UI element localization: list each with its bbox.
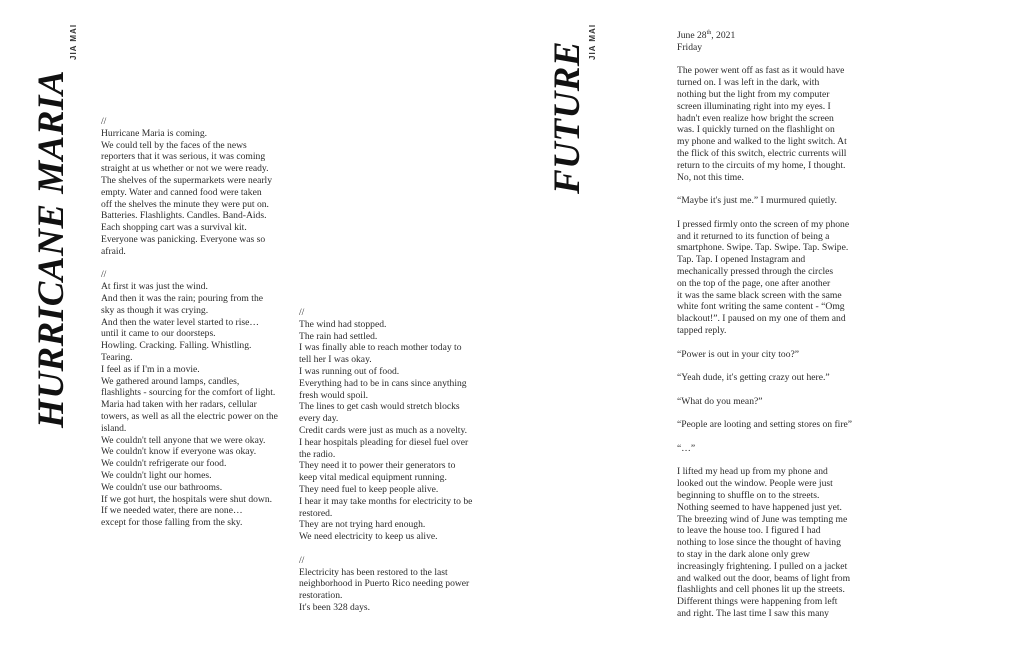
- text-line: mechanically pressed through the circles: [677, 265, 834, 277]
- text-line: We couldn't know if everyone was okay.: [101, 446, 257, 458]
- text-line: The lines to get cash would stretch blocks: [299, 401, 460, 413]
- story-column: [677, 30, 862, 620]
- text-line: fresh would spoil.: [299, 389, 369, 401]
- text-line: “Maybe it's just me.” I murmured quietly.: [677, 195, 837, 207]
- page-title-hurricane-maria: HURRICANE MARIA: [31, 69, 72, 428]
- text-line: white font writing the same content - “Omg: [677, 301, 845, 313]
- paragraph-gap: [677, 360, 862, 372]
- text-line: flashlights - sourcing for the comfort of light.: [101, 387, 276, 399]
- text-line: blackout!”. I paused on my one of them and: [677, 313, 846, 325]
- text-line: And then it was the rain; pouring from the: [101, 292, 263, 304]
- text-line: and right. The last time I saw this many: [677, 608, 829, 620]
- text-line: straight at us whether or not we were ready.: [101, 163, 269, 175]
- text-line: I pressed firmly onto the screen of my phone: [677, 218, 850, 230]
- text-line: I was running out of food.: [299, 365, 400, 377]
- text-line: towers, as well as all the electric power on the: [101, 410, 278, 422]
- paragraph-gap: [677, 431, 862, 443]
- text-line: every day.: [299, 413, 339, 425]
- text-line: my phone and walked to the light switch. At: [677, 136, 847, 148]
- text-line: Nothing seemed to have happened just yet.: [677, 501, 842, 513]
- text-line: They need it to power their generators to: [299, 460, 456, 472]
- text-line: Electricity has been restored to the last: [299, 566, 448, 578]
- text-line: The wind had stopped.: [299, 318, 387, 330]
- text-line: until it came to our doorsteps.: [101, 328, 216, 340]
- text-line: island.: [101, 422, 127, 434]
- text-line: nothing but the light from my computer: [677, 88, 830, 100]
- text-line: The shelves of the supermarkets were nearly: [101, 174, 273, 186]
- text-line: reporters that it was serious, it was coming: [101, 151, 266, 163]
- text-line: sky as though it was crying.: [101, 304, 209, 316]
- text-line: Batteries. Flashlights. Candles. Band-Aids.: [101, 210, 267, 222]
- text-line: restoration.: [299, 590, 343, 602]
- text-line: //: [101, 116, 107, 127]
- text-line: keep vital medical equipment running.: [299, 472, 447, 484]
- text-line: tapped reply.: [677, 324, 727, 336]
- text-line: beginning to shuffle on to the streets.: [677, 490, 820, 502]
- text-line: They are not trying hard enough.: [299, 519, 426, 531]
- text-line: //: [101, 269, 107, 281]
- text-line: We couldn't use our bathrooms.: [101, 481, 223, 493]
- text-line: We couldn't light our homes.: [101, 469, 212, 481]
- entry-date: June 28th, 2021: [677, 30, 736, 41]
- text-line: And then the water level started to rise…: [101, 316, 259, 328]
- text-line: They need fuel to keep people alive.: [299, 483, 439, 495]
- text-line: it was the same black screen with the same: [677, 289, 842, 301]
- paragraph-gap: [677, 455, 862, 467]
- text-line: flashlights and cell phones lit up the streets.: [677, 584, 845, 596]
- author-label: JIA MAI: [69, 23, 78, 60]
- text-line: smartphone. Swipe. Tap. Swipe. Tap. Swipe.: [677, 242, 849, 254]
- entry-weekday: Friday: [677, 41, 703, 53]
- text-line: and walked out the door, beams of light from: [677, 572, 851, 584]
- text-line: At first it was just the wind.: [101, 281, 208, 293]
- text-line: “Yeah dude, it's getting crazy out here.”: [677, 372, 830, 384]
- text-line: nothing to lose since the thought of having: [677, 537, 841, 549]
- text-line: return to the circuits of my home, I thought.: [677, 159, 846, 171]
- text-line: We could tell by the faces of the news: [101, 139, 247, 151]
- text-line: except for those falling from the sky.: [101, 517, 243, 529]
- text-line: screen illuminating right into my eyes. I: [677, 100, 831, 112]
- text-line: The rain had settled.: [299, 330, 378, 342]
- text-line: //: [299, 554, 305, 566]
- text-line: Each shopping cart was a survival kit.: [101, 222, 247, 234]
- text-line: We need electricity to keep us alive.: [299, 531, 438, 543]
- text-line: off the shelves the minute they were put on.: [101, 198, 269, 210]
- page-title-future: FUTURE: [547, 40, 588, 194]
- text-line: and it returned to its function of being a: [677, 230, 830, 242]
- text-line: I hear it may take months for electricity to be: [299, 495, 473, 507]
- text-line: We gathered around lamps, candles,: [101, 375, 240, 387]
- text-line: to leave the house too. I figured I had: [677, 525, 821, 537]
- paragraph-gap: [101, 258, 291, 270]
- text-line: empty. Water and canned food were taken: [101, 186, 262, 198]
- text-line: I hear hospitals pleading for diesel fuel over: [299, 436, 469, 448]
- text-line: Tearing.: [101, 351, 133, 363]
- text-line: We couldn't tell anyone that we were okay.: [101, 434, 266, 446]
- text-line: Credit cards were just as much as a novelty.: [299, 424, 468, 436]
- text-line: increasingly frightening. I pulled on a jacket: [677, 560, 848, 572]
- text-line: Different things were happening from left: [677, 596, 838, 608]
- paragraph-gap: [677, 183, 862, 195]
- text-line: I lifted my head up from my phone and: [677, 466, 828, 478]
- text-line: Hurricane Maria is coming.: [101, 127, 208, 139]
- paragraph-gap: [677, 384, 862, 396]
- text-line: “Power is out in your city too?”: [677, 348, 800, 360]
- author-label: JIA MAI: [588, 23, 597, 60]
- paragraph-gap: [677, 337, 862, 349]
- text-line: the radio.: [299, 448, 336, 460]
- text-line: neighborhood in Puerto Rico needing power: [299, 578, 470, 590]
- text-line: Tap. Tap. I opened Instagram and: [677, 254, 806, 266]
- paragraph-gap: [677, 54, 862, 66]
- text-line: Everyone was panicking. Everyone was so: [101, 233, 266, 245]
- text-line: turned on. I was left in the dark, with: [677, 77, 820, 89]
- text-line: was. I quickly turned on the flashlight on: [677, 124, 835, 136]
- paragraph-gap: [677, 408, 862, 420]
- paragraph-gap: [677, 207, 862, 219]
- text-line: restored.: [299, 507, 333, 519]
- text-line: The power went off as fast as it would have: [677, 65, 845, 77]
- poem-column-1: [101, 116, 291, 529]
- text-line: tell her I was okay.: [299, 354, 372, 366]
- text-line: Maria had taken with her radars, cellular: [101, 399, 257, 411]
- text-line: “People are looting and setting stores on fire”: [677, 419, 853, 431]
- text-line: afraid.: [101, 245, 126, 257]
- text-line: Howling. Cracking. Falling. Whistling.: [101, 340, 252, 352]
- text-line: We couldn't refrigerate our food.: [101, 458, 227, 470]
- poem-column-2: [299, 307, 489, 614]
- text-line: hadn't even realize how bright the screen: [677, 112, 834, 124]
- text-line: “What do you mean?”: [677, 395, 763, 407]
- text-line: If we got hurt, the hospitals were shut down.: [101, 493, 273, 505]
- text-line: The breezing wind of June was tempting me: [677, 513, 848, 525]
- paragraph-gap: [299, 543, 489, 555]
- text-line: No, not this time.: [677, 171, 744, 183]
- text-line: If we needed water, there are none…: [101, 505, 243, 517]
- text-line: the flick of this switch, electric currents will: [677, 147, 847, 159]
- text-line: “…”: [677, 442, 696, 454]
- text-line: I was finally able to reach mother today to: [299, 342, 462, 354]
- text-line: It's been 328 days.: [299, 601, 371, 613]
- text-line: looked out the window. People were just: [677, 478, 833, 490]
- text-line: //: [299, 307, 305, 318]
- text-line: to stay in the dark alone only grew: [677, 549, 810, 561]
- text-line: on the top of the page, one after another: [677, 277, 831, 289]
- text-line: Everything had to be in cans since anything: [299, 377, 467, 389]
- text-line: I feel as if I'm in a movie.: [101, 363, 200, 375]
